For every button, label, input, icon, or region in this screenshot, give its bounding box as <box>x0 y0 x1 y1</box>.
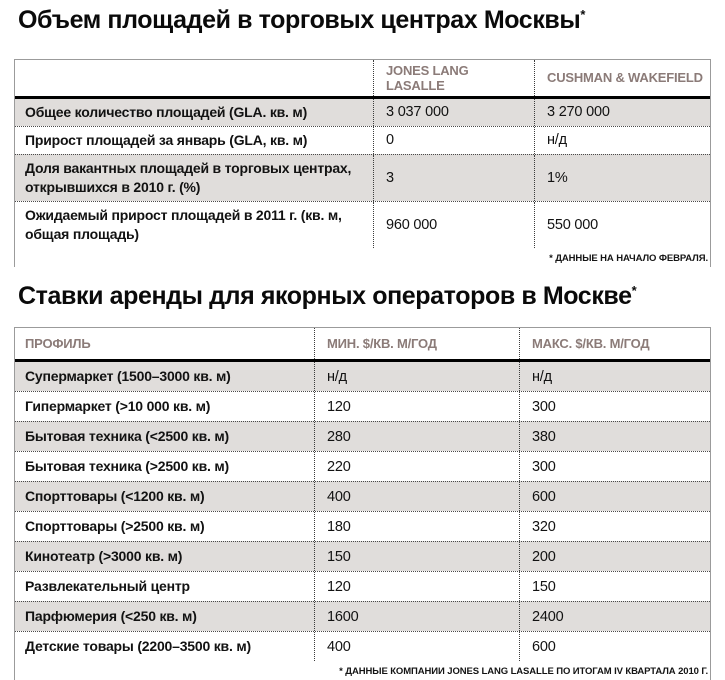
row-value-cw: 1% <box>534 155 710 201</box>
table2-footnote: * ДАННЫЕ КОМПАНИИ JONES LANG LASALLE ПО ИТОГАМ IV КВАРТАЛА 2010 Г. <box>339 666 708 677</box>
row-label: Прирост площадей за январь (GLA, кв. м) <box>25 131 308 148</box>
row-value-min: 400 <box>314 632 519 661</box>
row-label: Гипермаркет (>10 000 кв. м) <box>25 398 211 415</box>
row-label: Доля вакантных площадей в торговых центрах, открывшихся в 2010 г. (%) <box>25 160 352 195</box>
row-label: Кинотеатр (>3000 кв. м) <box>25 548 183 565</box>
table-row <box>15 631 710 661</box>
row-label: Общее количество площадей (GLA. кв. м) <box>25 103 308 120</box>
row-value-jll: 960 000 <box>373 202 534 248</box>
row-value-min: 1600 <box>314 602 519 631</box>
row-value-min: н/д <box>314 362 519 391</box>
row-label: Ожидаемый прирост площадей в 2011 г. (кв. м, общая площадь) <box>25 207 342 242</box>
row-value-max: 600 <box>519 632 710 661</box>
table1-header-row <box>15 60 710 99</box>
table1-title <box>18 7 725 35</box>
row-value-cw: 3 270 000 <box>534 99 710 126</box>
table1-footnote: * ДАННЫЕ НА НАЧАЛО ФЕВРАЛЯ. <box>549 252 708 264</box>
row-label: Бытовая техника (>2500 кв. м) <box>25 458 229 475</box>
table2-header-row <box>15 328 710 362</box>
table1 <box>14 59 711 267</box>
table2-header-min-rate: МИН. $/КВ. М/ГОД <box>314 328 519 359</box>
row-value-max: н/д <box>519 362 710 391</box>
row-value-max: 200 <box>519 542 710 571</box>
row-label: Бытовая техника (<2500 кв. м) <box>25 428 229 445</box>
row-value-min: 280 <box>314 422 519 451</box>
row-value-min: 400 <box>314 482 519 511</box>
row-value-max: 2400 <box>519 602 710 631</box>
row-value-min: 180 <box>314 512 519 541</box>
row-value-cw: н/д <box>534 127 710 154</box>
row-value-min: 150 <box>314 542 519 571</box>
table2-header-profile: ПРОФИЛЬ <box>25 336 91 351</box>
table-row <box>15 421 710 451</box>
table1-header-cushman-wakefield: CUSHMAN & WAKEFIELD <box>534 60 710 96</box>
table-row <box>15 511 710 541</box>
row-label: Супермаркет (1500–3000 кв. м) <box>25 368 231 385</box>
row-label: Спорттовары (<1200 кв. м) <box>25 488 205 505</box>
table-row <box>15 571 710 601</box>
row-value-max: 300 <box>519 452 710 481</box>
table-row <box>15 126 710 154</box>
row-label: Развлекательный центр <box>25 578 190 595</box>
row-label: Спорттовары (>2500 кв. м) <box>25 518 205 535</box>
table-row <box>15 154 710 201</box>
table2-header-max-rate: МАКС. $/КВ. М/ГОД <box>519 328 710 359</box>
table2-footnote-mark: * <box>631 282 637 298</box>
row-value-min: 220 <box>314 452 519 481</box>
table1-title-text: Объем площадей в торговых центрах Москвы <box>18 6 581 34</box>
row-value-jll: 3 <box>373 155 534 201</box>
table-row <box>15 481 710 511</box>
table2-title-text: Ставки аренды для якорных операторов в Москве <box>18 281 632 310</box>
table-row <box>15 541 710 571</box>
table-row <box>15 99 710 126</box>
table1-header-jones-lang-lasalle: JONES LANG LASALLE <box>373 60 534 96</box>
table2-title <box>18 283 725 311</box>
row-value-max: 300 <box>519 392 710 421</box>
table-row <box>15 601 710 631</box>
row-value-jll: 3 037 000 <box>373 99 534 126</box>
table-row <box>15 201 710 248</box>
row-label: Парфюмерия (<250 кв. м) <box>25 608 197 625</box>
table-row <box>15 451 710 481</box>
row-value-min: 120 <box>314 572 519 601</box>
row-value-min: 120 <box>314 392 519 421</box>
row-value-cw: 550 000 <box>534 202 710 248</box>
table1-footnote-mark: * <box>580 7 586 22</box>
row-value-max: 600 <box>519 482 710 511</box>
table-row <box>15 362 710 391</box>
row-value-max: 380 <box>519 422 710 451</box>
row-value-max: 320 <box>519 512 710 541</box>
row-value-jll: 0 <box>373 127 534 154</box>
row-label: Детские товары (2200–3500 кв. м) <box>25 638 251 655</box>
table1-header-empty <box>15 60 373 96</box>
table-row <box>15 391 710 421</box>
row-value-max: 150 <box>519 572 710 601</box>
table2 <box>14 327 711 680</box>
